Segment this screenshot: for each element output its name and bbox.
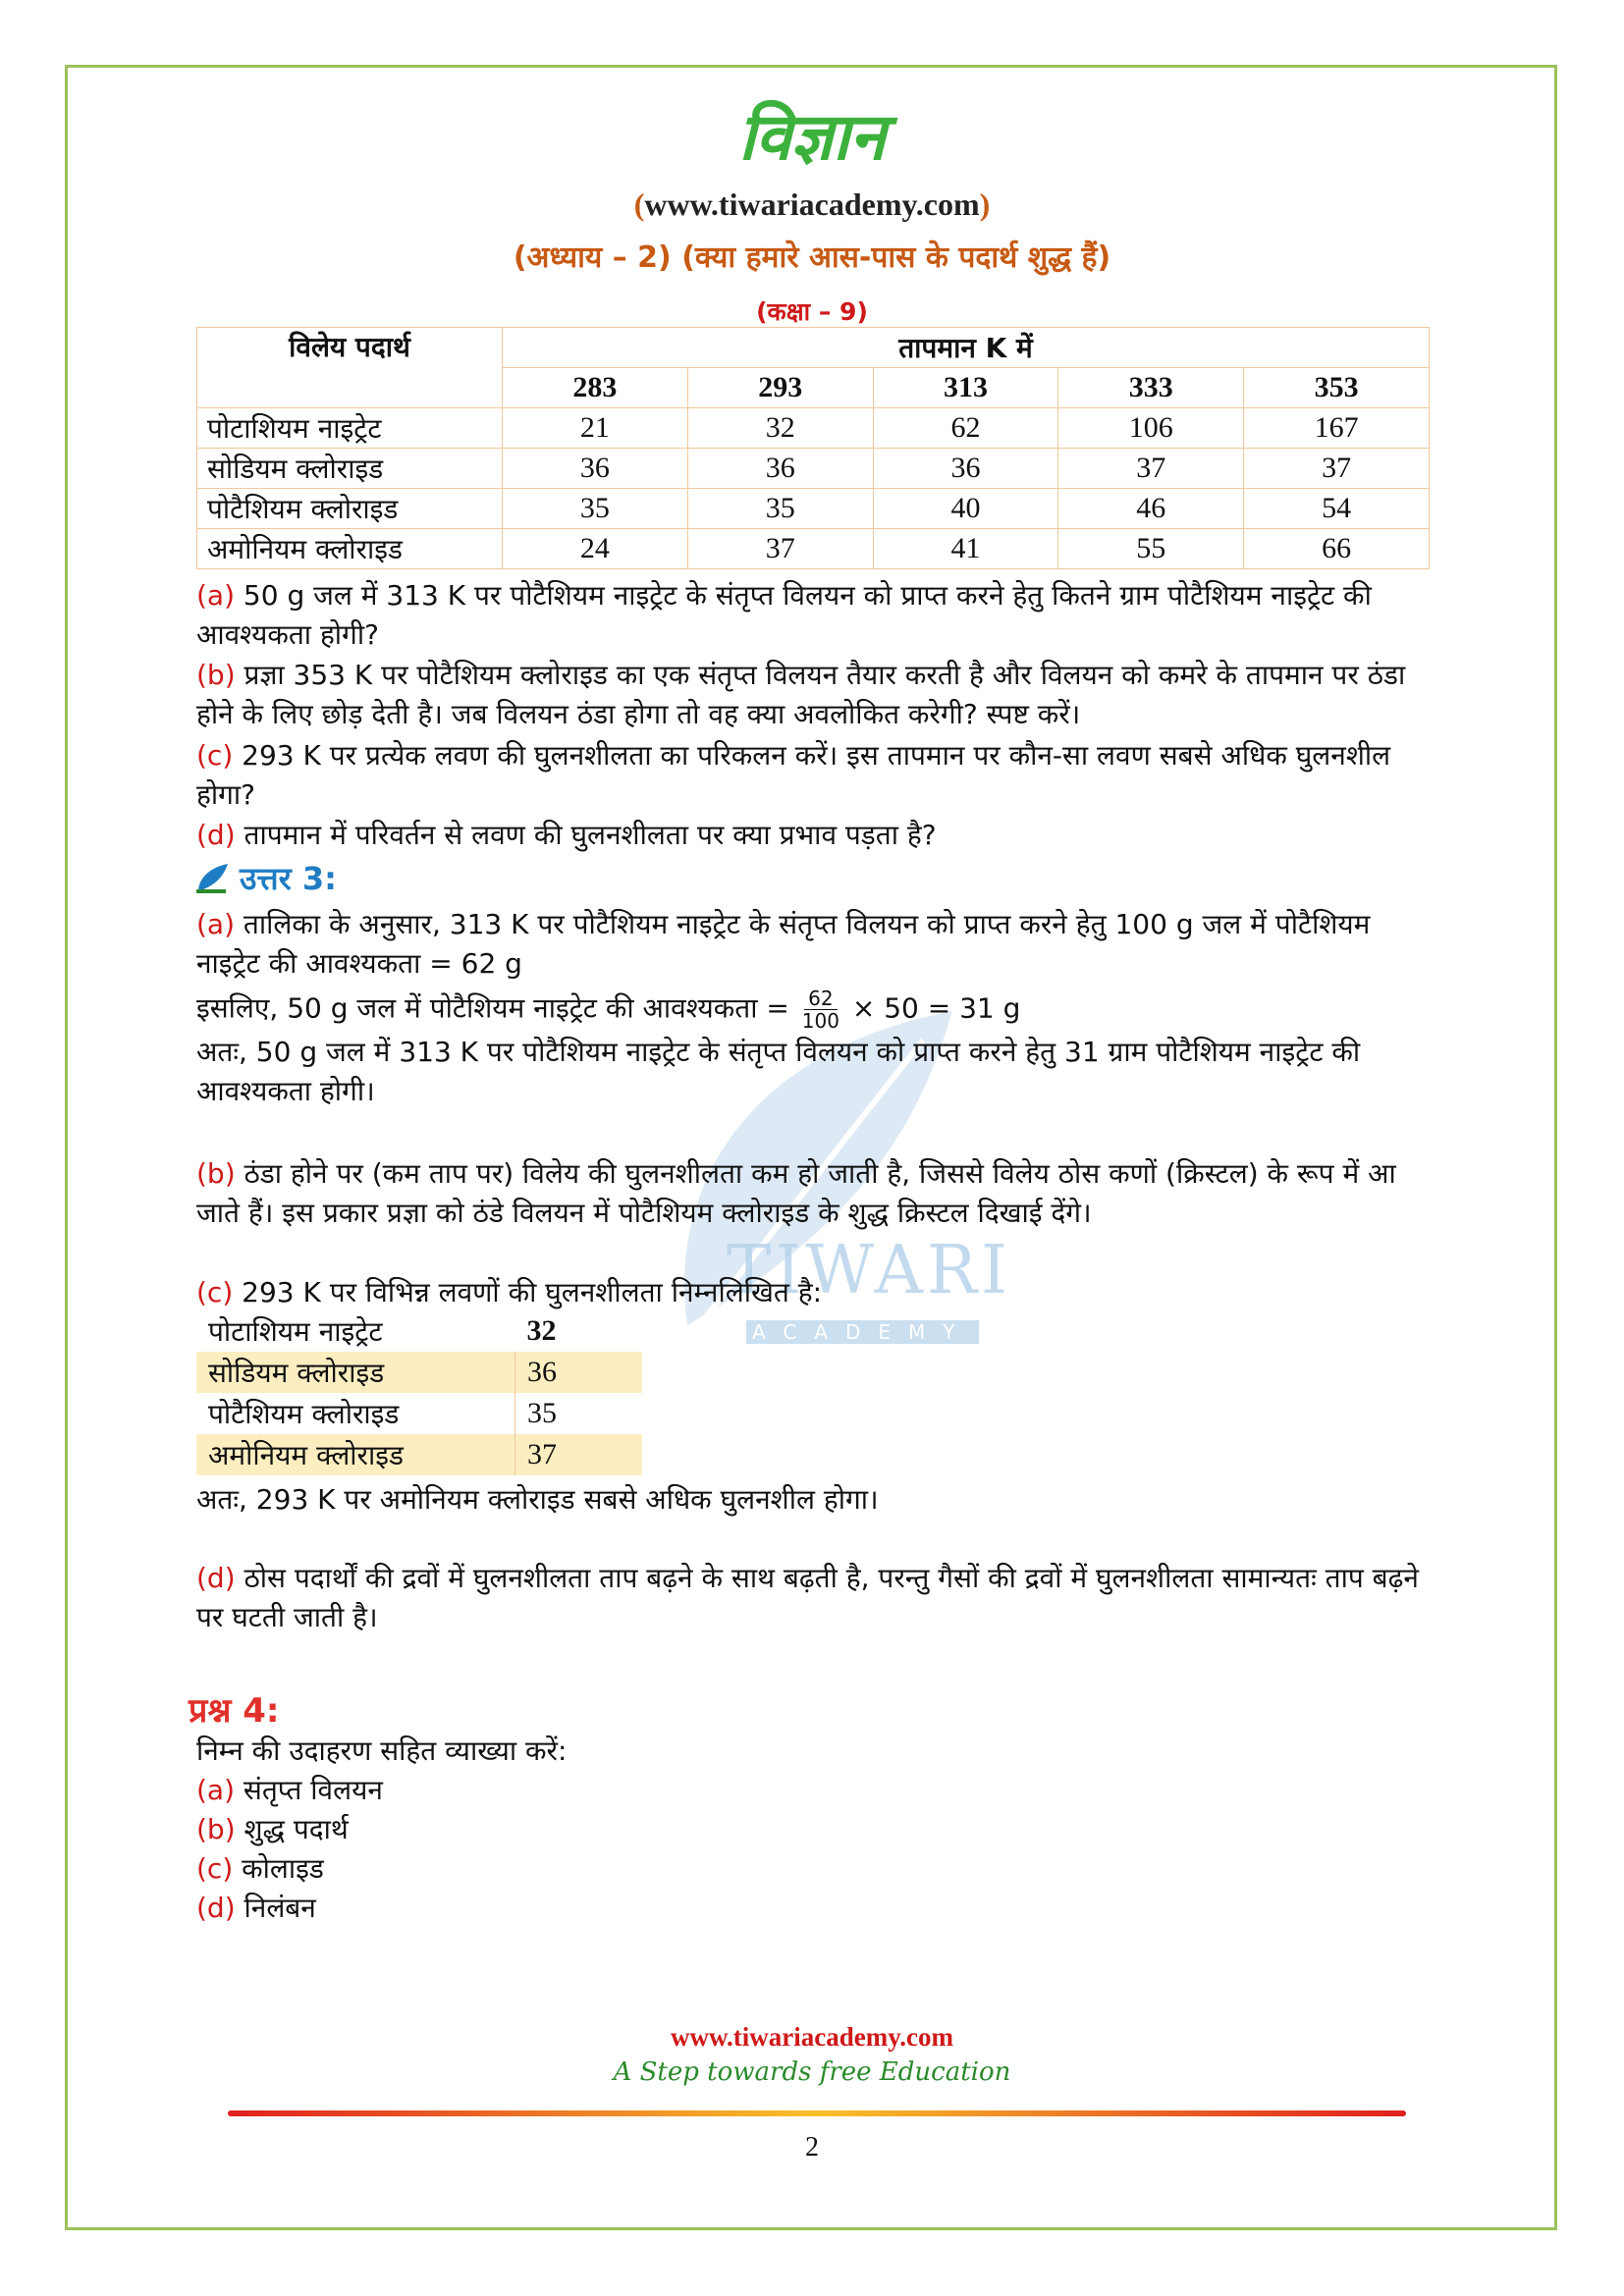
footer-tagline: A Step towards free Education [613, 2057, 1011, 2087]
question-a [196, 576, 1430, 655]
column-header-temperature: तापमान K में [503, 328, 1430, 368]
solute-name: पोटाशियम नाइट्रेट [197, 408, 503, 449]
solubility-value: 40 [873, 489, 1058, 529]
question-4-item-text: संतृप्त विलयन [235, 1774, 383, 1806]
salt-value: 35 [515, 1393, 643, 1434]
question-a-text: 50 g जल में 313 K पर पोटैशियम नाइट्रेट के संतृप्त विलयन को प्राप्त करने हेतु कितने ग्राम पोटैशियम नाइट्रेट की आवश्यकता होगी? [196, 579, 1372, 651]
question-c-label: (c) [196, 739, 234, 772]
salt-value: 32 [526, 1314, 557, 1347]
footer-divider [228, 2110, 1406, 2116]
temperature-cell: 333 [1058, 368, 1244, 408]
answer-d-label: (d) [196, 1562, 236, 1594]
answer-a-line1: तालिका के अनुसार, 313 K पर पोटैशियम नाइट्रेट के संतृप्त विलयन को प्राप्त करने हेतु 100 g जल में पोटैशियम नाइट्रेट की आवश्यकता = 62 g [196, 908, 1371, 980]
question-4-item-text: शुद्ध पदार्थ [235, 1813, 349, 1845]
solute-name: अमोनियम क्लोराइड [197, 529, 503, 569]
salt-name: पोटैशियम क्लोराइड [208, 1398, 400, 1430]
salt-name: सोडियम क्लोराइड [196, 1352, 515, 1393]
question-4-heading: प्रश्न 4: [189, 1691, 280, 1731]
question-4-item [196, 1810, 1430, 1849]
temperature-cell: 293 [687, 368, 873, 408]
question-4-item-text: कोलाइड [233, 1852, 324, 1885]
solubility-value: 21 [503, 408, 688, 449]
solubility-value: 37 [1058, 449, 1244, 489]
answer-a-line2-post: × 50 = 31 g [842, 991, 1021, 1025]
solubility-table [196, 327, 1430, 569]
salt-value: 36 [515, 1352, 643, 1393]
question-d-text: तापमान में परिवर्तन से लवण की घुलनशीलता पर क्या प्रभाव पड़ता है? [235, 819, 937, 851]
question-4-item [196, 1771, 1430, 1810]
page-title: विज्ञान [738, 99, 886, 175]
solubility-value: 35 [687, 489, 873, 529]
fraction [802, 988, 839, 1032]
fraction-numerator: 62 [804, 988, 837, 1010]
class-heading: (कक्षा – 9) [756, 297, 868, 326]
salt-name: अमोनियम क्लोराइड [196, 1434, 515, 1475]
watermark-text: TIWARI [727, 1232, 1011, 1309]
answer-c-label: (c) [196, 1276, 234, 1308]
answer-a-line2-pre: इसलिए, 50 g जल में पोटैशियम नाइट्रेट की आवश्यकता = [196, 991, 798, 1025]
watermark-subtext: ACADEMY [746, 1320, 979, 1344]
table-row [196, 1310, 642, 1352]
temperature-cell: 283 [503, 368, 688, 408]
solubility-value: 41 [873, 529, 1058, 569]
table-row [197, 529, 1430, 569]
question-b-label: (b) [196, 659, 236, 691]
answer-b [196, 1154, 1430, 1233]
fraction-denominator: 100 [801, 1009, 839, 1033]
site-close-paren: ) [979, 187, 991, 222]
answer-a-conclusion: अतः, 50 g जल में 313 K पर पोटैशियम नाइट्रेट के संतृप्त विलयन को प्राप्त करने हेतु 31 ग्राम पोटैशियम नाइट्रेट की आवश्यकता होगी। [196, 1036, 1361, 1107]
question-4-item-text: निलंबन [235, 1892, 316, 1924]
solubility-value: 37 [1244, 449, 1430, 489]
question-4-item-label: (b) [196, 1813, 236, 1845]
table-row [196, 1352, 642, 1393]
answer-heading-text: उत्तर 3: [240, 860, 337, 897]
salt-name: पोटाशियम नाइट्रेट [208, 1315, 383, 1348]
answer-heading [194, 857, 337, 899]
header-site [0, 187, 1624, 223]
question-d [196, 816, 1430, 855]
question-4-item-label: (a) [196, 1774, 236, 1806]
question-c-text: 293 K पर प्रत्येक लवण की घुलनशीलता का परिकलन करें। इस तापमान पर कौन-सा लवण सबसे अधिक घुलनशील होगा? [196, 739, 1391, 811]
solubility-value: 62 [873, 408, 1058, 449]
table-header-row [197, 328, 1430, 368]
temperature-cell: 353 [1244, 368, 1430, 408]
solubility-value: 32 [687, 408, 873, 449]
solubility-value: 167 [1244, 408, 1430, 449]
footer-site-link[interactable]: www.tiwariacademy.com [671, 2022, 953, 2052]
chapter-heading: (अध्याय – 2) (क्या हमारे आस-पास के पदार्थ शुद्ध हैं) [513, 240, 1111, 275]
answer-d [196, 1559, 1430, 1637]
answer-c-conclusion: अतः, 293 K पर अमोनियम क्लोराइड सबसे अधिक घुलनशील होगा। [196, 1483, 879, 1516]
solubility-value: 106 [1058, 408, 1244, 449]
tiwari-logo-icon [194, 862, 232, 895]
question-4-intro: निम्न की उदाहरण सहित व्याख्या करें: [196, 1735, 568, 1767]
solubility-value: 66 [1244, 529, 1430, 569]
solubility-value: 55 [1058, 529, 1244, 569]
solubility-value: 37 [687, 529, 873, 569]
table-row [196, 1393, 642, 1434]
answer-b-label: (b) [196, 1157, 236, 1190]
solubility-value: 46 [1058, 489, 1244, 529]
question-4-item [196, 1849, 1430, 1889]
solubility-value: 36 [687, 449, 873, 489]
question-c [196, 736, 1430, 815]
page-number: 2 [805, 2132, 819, 2163]
column-header-solute: विलेय पदार्थ [197, 328, 503, 408]
table-row [197, 408, 1430, 449]
solubility-value: 24 [503, 529, 688, 569]
table-row [197, 449, 1430, 489]
temperature-cell: 313 [873, 368, 1058, 408]
answer-a-label: (a) [196, 908, 236, 940]
site-open-paren: ( [633, 187, 645, 222]
answer-d-text: ठोस पदार्थों की द्रवों में घुलनशीलता ताप बढ़ने के साथ बढ़ती है, परन्तु गैसों की द्रवों में घुलनशीलता सामान्यतः ताप बढ़ने पर घटती जाती है। [196, 1562, 1419, 1633]
question-4-item-label: (c) [196, 1852, 234, 1885]
table-row [196, 1434, 642, 1475]
answer-b-text: ठंडा होने पर (कम ताप पर) विलेय की घुलनशीलता कम हो जाती है, जिससे विलेय ठोस कणों (क्रिस्टल) के रूप में आ जाते हैं। इस प्रकार प्रज्ञा को ठंडे विलयन में पोटैशियम क्लोराइड के शुद्ध क्रिस्टल दिखाई देंगे। [196, 1157, 1396, 1229]
question-4-item [196, 1889, 1430, 1928]
answer-c [196, 1273, 1430, 1312]
solubility-value: 36 [873, 449, 1058, 489]
solubility-293k-table [196, 1310, 642, 1475]
header-site-link[interactable]: www.tiwariacademy.com [644, 187, 980, 222]
salt-value: 37 [515, 1434, 643, 1475]
solubility-value: 36 [503, 449, 688, 489]
answer-a [196, 905, 1430, 984]
answer-c-text: 293 K पर विभिन्न लवणों की घुलनशीलता निम्नलिखित है: [233, 1276, 823, 1308]
solute-name: सोडियम क्लोराइड [197, 449, 503, 489]
table-row [197, 489, 1430, 529]
solubility-value: 54 [1244, 489, 1430, 529]
question-a-label: (a) [196, 579, 236, 612]
answer-a-calculation [196, 988, 1430, 1032]
question-b-text: प्रज्ञा 353 K पर पोटैशियम क्लोराइड का एक संतृप्त विलयन तैयार करती है और विलयन को कमरे के तापमान पर ठंडा होने के लिए छोड़ देती है। जब विलयन ठंडा होगा तो वह क्या अवलोकित करेगी? स्पष्ट करें। [196, 659, 1406, 730]
solubility-value: 35 [503, 489, 688, 529]
question-d-label: (d) [196, 819, 236, 851]
question-b [196, 656, 1430, 734]
solute-name: पोटैशियम क्लोराइड [197, 489, 503, 529]
question-4-item-label: (d) [196, 1892, 236, 1924]
